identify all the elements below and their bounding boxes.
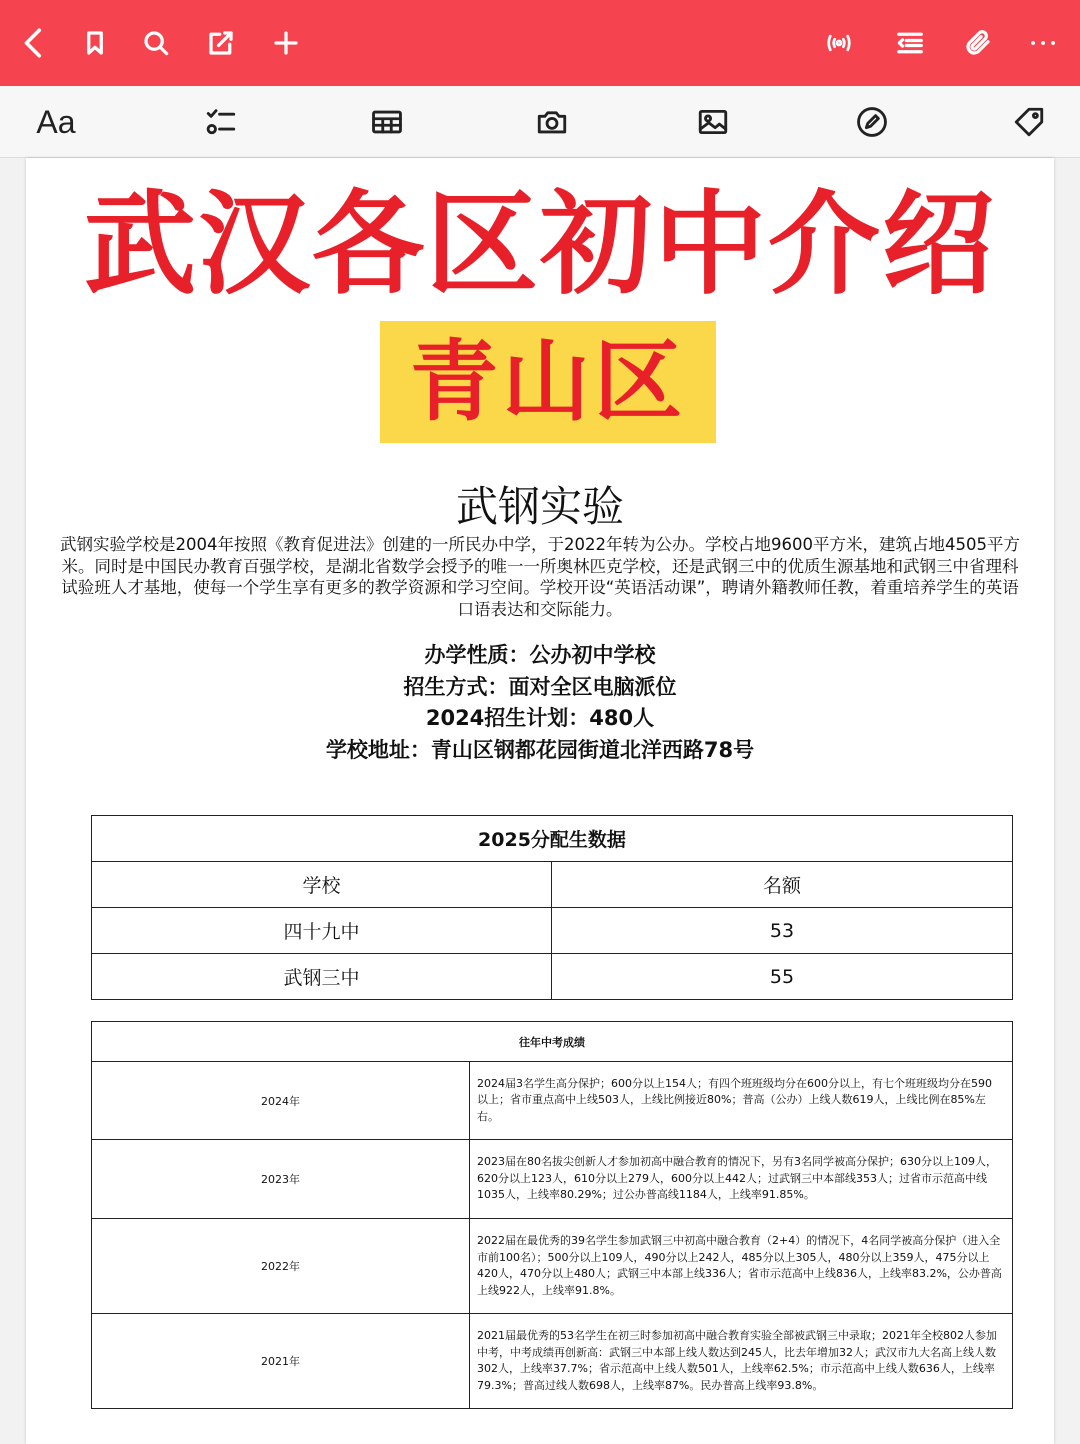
fact-admission: 招生方式：面对全区电脑派位: [403, 674, 677, 699]
audio-icon[interactable]: [818, 22, 860, 64]
add-icon[interactable]: [265, 22, 307, 64]
draw-icon[interactable]: [849, 100, 895, 144]
top-toolbar: [0, 0, 1080, 86]
allocation-header-school: 学校: [92, 862, 552, 908]
school-intro: 武钢实验学校是2004年按照《教育促进法》创建的一所民办中学，于2022年转为公办。学校占地9600平方米，建筑占地4505平方米。同时是中国民办教育百强学校，是湖北省数学会授予的唯一一所奥林匹克学校，还是武钢三中的优质生源基地和武钢三中省理科试验班人才基地，使每一个学生享有更多的教学资源和学习空间。学校开设“英语活动课”，聘请外籍教师任教，着重培养学生的英语口语表达和交际能力。: [60, 535, 1020, 619]
table-row: [92, 908, 1013, 954]
bookmark-icon[interactable]: [74, 22, 116, 64]
results-year: 2021年: [92, 1314, 470, 1409]
fact-plan: 2024招生计划：480人: [425, 706, 655, 730]
fact-nature: 办学性质：公办初中学校: [424, 643, 656, 667]
image-icon[interactable]: [690, 100, 736, 144]
camera-icon[interactable]: [529, 100, 575, 144]
attachment-icon[interactable]: [957, 22, 999, 64]
fact-address: 学校地址：青山区钢都花园街道北洋西路78号: [325, 737, 755, 762]
table-row: [92, 954, 1013, 1000]
allocation-quota: 53: [552, 908, 1013, 954]
results-table-title: 往年中考成绩: [92, 1022, 1013, 1062]
results-desc: 2022届在最优秀的39名学生参加武钢三中初高中融合教育（2+4）的情况下，4名同学被高分保护（进入全市前100名）；500分以上109人，490分以上242人，485分以上305人，480分以上359人，475分以上420人，470分以上480人；武钢三中本部上线336人；省市示范高中上线836人，上线率83.2%，公办普高上线922人，上线率91.8%。: [470, 1219, 1013, 1314]
checklist-icon[interactable]: [198, 100, 244, 144]
allocation-school: 四十九中: [92, 908, 552, 954]
results-year: 2022年: [92, 1219, 470, 1314]
table-icon[interactable]: [364, 100, 410, 144]
text-style-button[interactable]: Aa: [36, 103, 76, 140]
results-table: [91, 1021, 1013, 1409]
allocation-quota: 55: [552, 954, 1013, 1000]
results-desc: 2024届3名学生高分保护；600分以上154人；有四个班班级均分在600分以上，有七个班班级均分在590以上；省市重点高中上线503人，上线比例接近80%；普高（公办）上线人数619人，上线比例在85%左右。: [470, 1062, 1013, 1140]
school-name: 武钢实验: [455, 482, 624, 531]
school-facts: [26, 640, 1054, 766]
table-row: [92, 1062, 1013, 1140]
district-title: 青山区: [409, 330, 686, 433]
table-row: [92, 1140, 1013, 1219]
results-year: 2024年: [92, 1062, 470, 1140]
main-title: 武汉各区初中介绍: [84, 180, 996, 310]
edit-icon[interactable]: [200, 22, 242, 64]
allocation-header-quota: 名额: [552, 862, 1013, 908]
table-row: [92, 1314, 1013, 1409]
back-icon[interactable]: [14, 22, 56, 64]
results-desc: 2021届最优秀的53名学生在初三时参加初高中融合教育实验全部被武钢三中录取；2021年全校802人参加中考，中考成绩再创新高：武钢三中本部上线人数达到245人，比去年增加32人；武汉市九大名高上线人数302人，上线率37.7%；省示范高中上线人数501人，上线率62.5%；市示范高中上线人数636人，上线率79.3%；普高过线人数698人，上线率87%。民办普高上线率93.8%。: [470, 1314, 1013, 1409]
allocation-school: 武钢三中: [92, 954, 552, 1000]
allocation-table: [91, 815, 1013, 1000]
allocation-table-title: 2025分配生数据: [92, 816, 1013, 862]
format-toolbar: [0, 86, 1080, 158]
table-row: [92, 1219, 1013, 1314]
outline-icon[interactable]: [889, 22, 931, 64]
document-page: [26, 158, 1054, 1444]
search-icon[interactable]: [135, 22, 177, 64]
results-year: 2023年: [92, 1140, 470, 1219]
tag-icon[interactable]: [1006, 100, 1052, 144]
more-icon[interactable]: [1022, 22, 1064, 64]
results-desc: 2023届在80名拔尖创新人才参加初高中融合教育的情况下，另有3名同学被高分保护；630分以上109人，620分以上123人，610分以上279人，600分以上442人；过武钢三中本部线353人；过省市示范高中线1035人，上线率80.29%；过公办普高线1184人，上线率91.85%。: [470, 1140, 1013, 1219]
